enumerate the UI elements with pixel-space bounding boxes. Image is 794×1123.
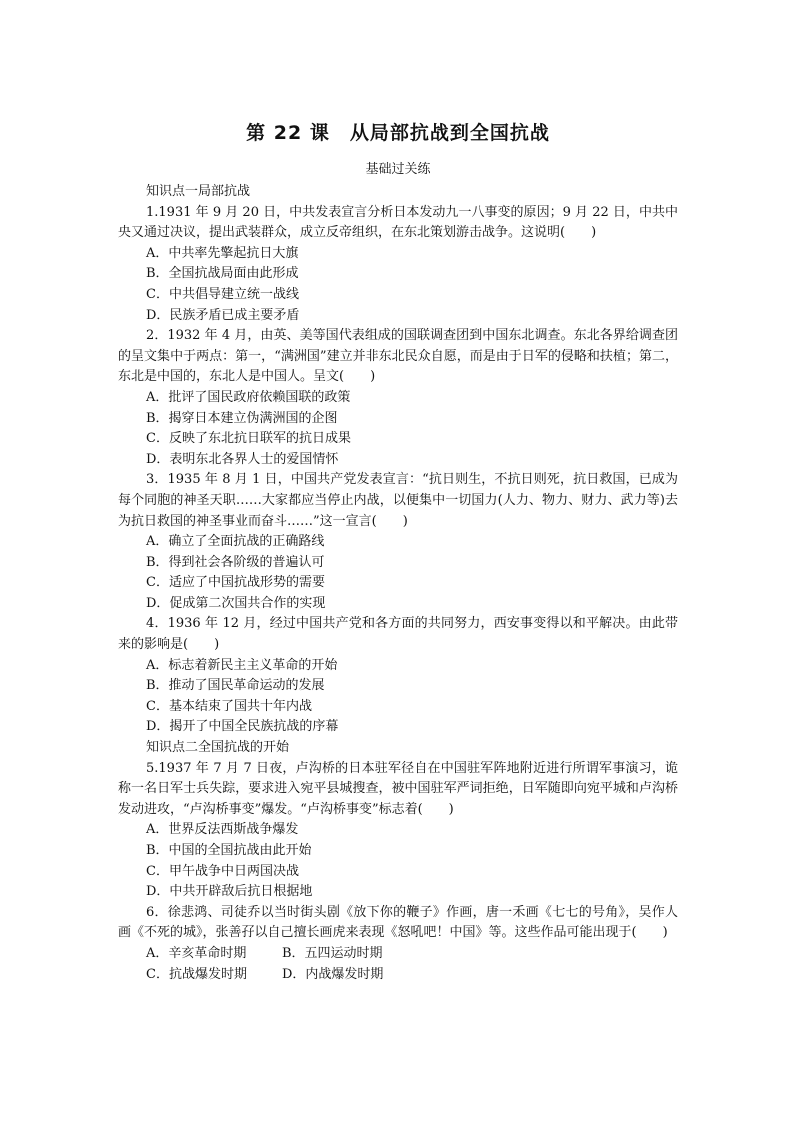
question-5-option-b: B．中国的全国抗战由此开始 [146,843,312,858]
question-2-option-d: D．表明东北各界人士的爱国情怀 [146,451,339,467]
question-4-option-a: A．标志着新民主主义革命的开始 [146,657,338,673]
question-1-option-c: C．中共倡导建立统一战线 [146,286,299,302]
question-6-option-b: B．五四运动时期 [282,945,383,961]
page-subtitle: 基础过关练 [365,162,431,177]
question-3: 3．1935 年 8 月 1 日，中国共产党发表宣言：“抗日则生，不抗日则死，抗日救国，已成为每个同胞的神圣天职……大家都应当停止内战，以便集中一切国力(人力、物力、财力、武力等)去为抗日救国的神圣事业而奋斗……”这一宣言( ) [118,472,678,529]
document-page [118,120,678,985]
question-4-option-c: C．基本结束了国共十年内战 [146,698,312,714]
question-5: 5.1937 年 7 月 7 日夜，卢沟桥的日本驻军径自在中国驻军阵地附近进行所谓军事演习，诡称一名日军士兵失踪，要求进入宛平县城搜查，被中国驻军严词拒绝，日军随即向宛平城和卢沟桥发动进攻，“卢沟桥事变”爆发。“卢沟桥事变”标志着( ) [118,760,678,817]
question-2: 2．1932 年 4 月，由英、美等国代表组成的国联调查团到中国东北调查。东北各界给调查团的呈文集中于两点：第一，“满洲国”建立并非东北民众自愿，而是由于日军的侵略和扶植；第二，东北是中国的，东北人是中国人。呈文( ) [118,328,678,385]
question-2-option-c: C．反映了东北抗日联军的抗日成果 [146,431,351,447]
question-1: 1.1931 年 9 月 20 日，中共发表宣言分析日本发动九一八事变的原因；9 月 22 日，中共中央又通过决议，提出武装群众，成立反帝组织，在东北策划游击战争。这说明( ) [118,204,678,241]
question-1-option-b: B．全国抗战局面由此形成 [146,266,299,282]
question-3-option-c: C．适应了中国抗战形势的需要 [146,575,325,591]
question-2-option-b: B．揭穿日本建立伪满洲国的企图 [146,410,338,426]
question-6-option-c: C．抗战爆发时期 [146,966,247,982]
question-6: 6．徐悲鸿、司徒乔以当时街头剧《放下你的鞭子》作画，唐一禾画《七七的号角》，吴作人画《不死的城》，张善孖以自己擅长画虎来表现《怒吼吧！中国》等。这些作品可能出现于( ) [118,904,678,941]
question-1-option-d: D．民族矛盾已成主要矛盾 [146,307,300,323]
question-4-option-b: B．推动了国民革命运动的发展 [146,678,325,694]
question-5-option-d: D．中共开辟敌后抗日根据地 [146,884,313,900]
question-3-option-d: D．促成第二次国共合作的实现 [146,595,326,611]
question-5-option-c: C．甲午战争中日两国决战 [146,863,299,879]
question-5-option-a: A．世界反法西斯战争爆发 [146,822,299,838]
question-4-option-d: D．揭开了中国全民族抗战的序幕 [146,719,339,735]
page-title: 第 22 课 从局部抗战到全国抗战 [246,122,550,144]
question-6-options-row-1 [118,944,678,965]
question-6-option-d: D．内战爆发时期 [282,966,384,982]
question-6-option-a: A．辛亥革命时期 [146,945,247,961]
question-2-option-a: A．批评了国民政府依赖国联的政策 [146,389,351,405]
section-heading-1: 知识点一局部抗战 [146,184,251,199]
question-3-option-a: A．确立了全面抗战的正确路线 [146,534,325,550]
question-3-option-b: B．得到社会各阶级的普遍认可 [146,554,325,570]
question-4: 4．1936 年 12 月，经过中国共产党和各方面的共同努力，西安事变得以和平解决。由此带来的影响是( ) [118,616,678,653]
question-6-options-row-2 [118,965,678,986]
question-1-option-a: A．中共率先擎起抗日大旗 [146,245,299,261]
section-heading-2: 知识点二全国抗战的开始 [146,740,290,756]
